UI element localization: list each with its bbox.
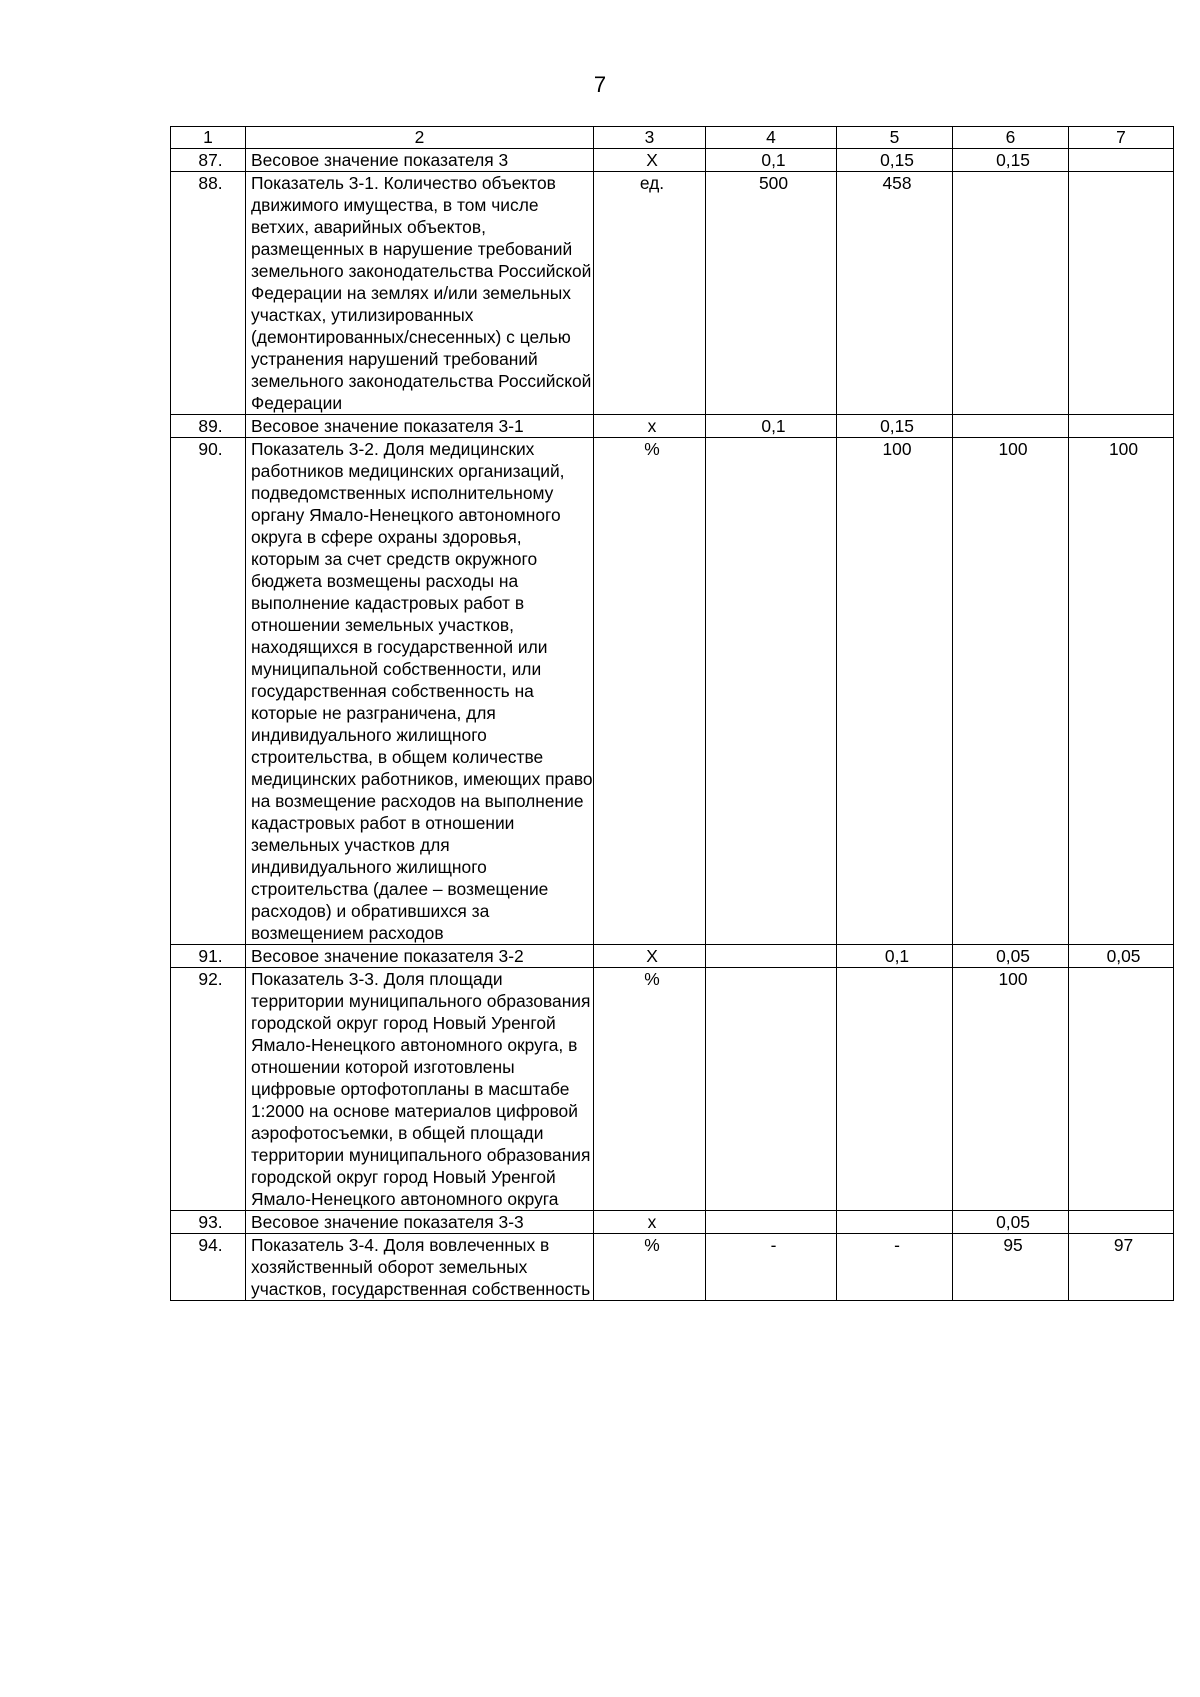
column-header: 5 xyxy=(837,127,953,149)
table-row xyxy=(171,149,1174,172)
table-row xyxy=(171,438,1174,945)
value-col7 xyxy=(1069,149,1174,172)
indicator-name: Весовое значение показателя 3 xyxy=(246,149,594,172)
row-number: 87. xyxy=(171,149,246,172)
row-number: 91. xyxy=(171,945,246,968)
header-row xyxy=(171,127,1174,149)
row-number: 92. xyxy=(171,968,246,1211)
indicator-name: Показатель 3-4. Доля вовлеченных в хозяйственный оборот земельных участков, государственная собственность xyxy=(246,1234,594,1301)
unit-cell: % xyxy=(594,1234,706,1301)
value-col7: 0,05 xyxy=(1069,945,1174,968)
value-col6: 0,15 xyxy=(953,149,1069,172)
indicators-table xyxy=(170,126,1174,1301)
column-header: 2 xyxy=(246,127,594,149)
unit-cell: % xyxy=(594,438,706,945)
value-col6: 0,05 xyxy=(953,1211,1069,1234)
value-col6 xyxy=(953,172,1069,415)
indicator-name: Весовое значение показателя 3-2 xyxy=(246,945,594,968)
value-col5: 0,15 xyxy=(837,415,953,438)
value-col4: 0,1 xyxy=(706,149,837,172)
column-header: 3 xyxy=(594,127,706,149)
value-col7: 97 xyxy=(1069,1234,1174,1301)
row-number: 90. xyxy=(171,438,246,945)
table-row xyxy=(171,172,1174,415)
value-col5: 0,1 xyxy=(837,945,953,968)
value-col6 xyxy=(953,415,1069,438)
unit-cell: X xyxy=(594,945,706,968)
row-number: 89. xyxy=(171,415,246,438)
table-row xyxy=(171,1211,1174,1234)
value-col4 xyxy=(706,1211,837,1234)
column-header: 6 xyxy=(953,127,1069,149)
value-col7: 100 xyxy=(1069,438,1174,945)
value-col5: - xyxy=(837,1234,953,1301)
page-number: 7 xyxy=(593,72,607,97)
unit-cell: % xyxy=(594,968,706,1211)
value-col4 xyxy=(706,968,837,1211)
column-header: 4 xyxy=(706,127,837,149)
indicator-name: Весовое значение показателя 3-3 xyxy=(246,1211,594,1234)
value-col5 xyxy=(837,968,953,1211)
value-col4 xyxy=(706,438,837,945)
value-col6: 100 xyxy=(953,438,1069,945)
unit-cell: х xyxy=(594,1211,706,1234)
value-col4 xyxy=(706,945,837,968)
value-col5: 458 xyxy=(837,172,953,415)
value-col7 xyxy=(1069,968,1174,1211)
value-col7 xyxy=(1069,1211,1174,1234)
column-header: 7 xyxy=(1069,127,1174,149)
indicator-name: Весовое значение показателя 3-1 xyxy=(246,415,594,438)
indicator-name: Показатель 3-2. Доля медицинских работников медицинских организаций, подведомственных исполнительному органу Ямало-Ненецкого автономного округа в сфере охраны здоровья, которым за счет средств окружного бюджета возмещены расходы на выполнение кадастровых работ в отношении земельных участков, находящихся в государственной или муниципальной собственности, или государственная собственность на которые не разграничена, для индивидуального жилищного строительства, в общем количестве медицинских работников, имеющих право на возмещение расходов на выполнение кадастровых работ в отношении земельных участков для индивидуального жилищного строительства (далее – возмещение расходов) и обратившихся за возмещением расходов xyxy=(246,438,594,945)
value-col4: 0,1 xyxy=(706,415,837,438)
indicator-name: Показатель 3-3. Доля площади территории муниципального образования городской округ город Новый Уренгой Ямало-Ненецкого автономного округа, в отношении которой изготовлены цифровые ортофотопланы в масштабе 1:2000 на основе материалов цифровой аэрофотосъемки, в общей площади территории муниципального образования городской округ город Новый Уренгой Ямало-Ненецкого автономного округа xyxy=(246,968,594,1211)
table-row xyxy=(171,945,1174,968)
row-number: 93. xyxy=(171,1211,246,1234)
table-row xyxy=(171,1234,1174,1301)
value-col6: 100 xyxy=(953,968,1069,1211)
value-col5: 0,15 xyxy=(837,149,953,172)
value-col6: 95 xyxy=(953,1234,1069,1301)
row-number: 94. xyxy=(171,1234,246,1301)
value-col6: 0,05 xyxy=(953,945,1069,968)
unit-cell: ед. xyxy=(594,172,706,415)
table-row xyxy=(171,968,1174,1211)
value-col7 xyxy=(1069,415,1174,438)
value-col5 xyxy=(837,1211,953,1234)
indicator-name: Показатель 3-1. Количество объектов движимого имущества, в том числе ветхих, аварийных объектов, размещенных в нарушение требований земельного законодательства Российской Федерации на землях и/или земельных участках, утилизированных (демонтированных/снесенных) с целью устранения нарушений требований земельного законодательства Российской Федерации xyxy=(246,172,594,415)
value-col5: 100 xyxy=(837,438,953,945)
value-col4: 500 xyxy=(706,172,837,415)
table-row xyxy=(171,415,1174,438)
value-col7 xyxy=(1069,172,1174,415)
value-col4: - xyxy=(706,1234,837,1301)
column-header: 1 xyxy=(171,127,246,149)
unit-cell: х xyxy=(594,415,706,438)
row-number: 88. xyxy=(171,172,246,415)
unit-cell: X xyxy=(594,149,706,172)
